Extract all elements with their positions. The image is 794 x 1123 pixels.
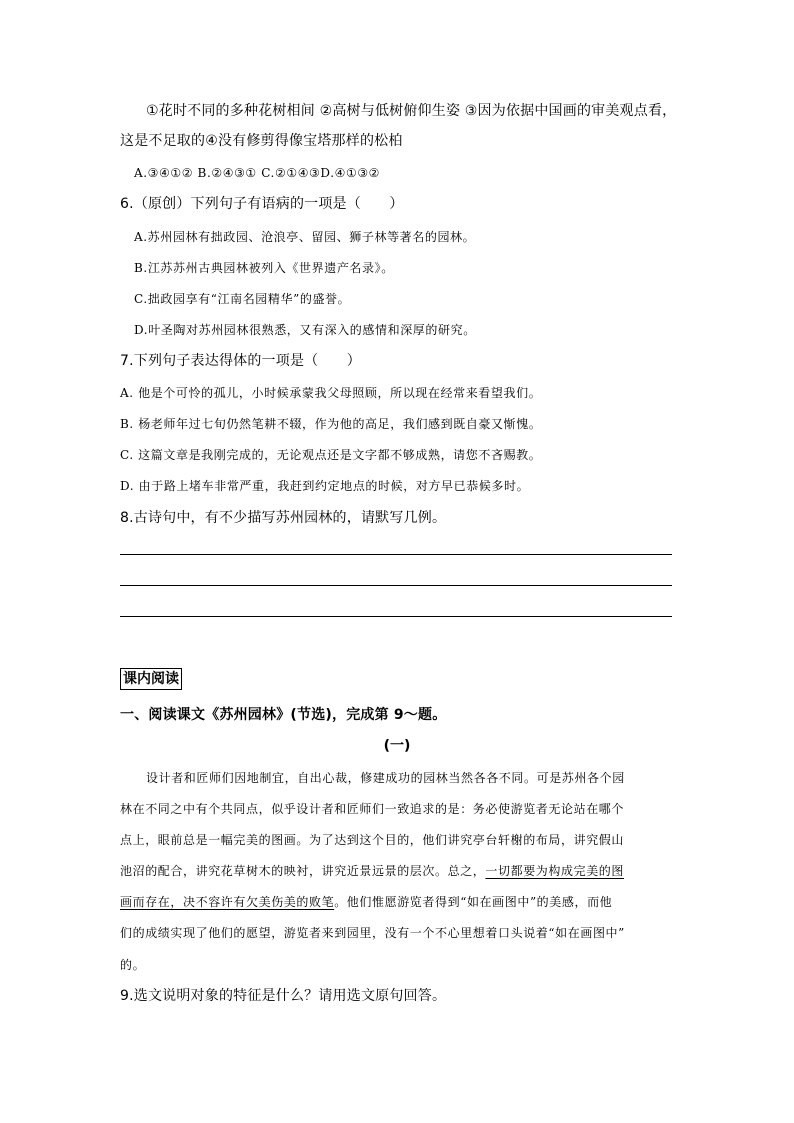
passage-part-title: (一) [383, 738, 411, 754]
q7-option-d: D. 由于路上堵车非常严重，我赶到约定地点的时候，对方早已恭候多时。 [120, 479, 530, 493]
q8-stem: 8.古诗句中，有不少描写苏州园林的，请默写几例。 [120, 510, 447, 526]
q6-stem: 6.（原创）下列句子有语病的一项是（ ） [120, 196, 404, 212]
passage-line-4 [120, 860, 680, 882]
q6-option-b: B.江苏苏州古典园林被列入《世界遗产名录》。 [134, 261, 394, 275]
q6-option-d: D.叶圣陶对苏州园林很熟悉，又有深入的感情和深厚的研究。 [134, 323, 476, 337]
passage-line-1: 设计者和匠师们因地制宜，自出心裁，修建成功的园林当然各各不同。可是苏州各个园 [146, 771, 625, 785]
passage-line-2: 林在不同之中有个共同点，似乎设计者和匠师们一致追求的是：务必使游览者无论站在哪个 [120, 802, 625, 816]
passage-line-5-text: 。他们惟愿游览者得到“如在画图中”的美感，而他 [334, 895, 613, 909]
passage-line-6: 们的成绩实现了他们的愿望，游览者来到园里，没有一个不心里想着口头说着“如在画图中” [120, 926, 625, 940]
passage-line-5 [120, 891, 680, 913]
underlined-key-sentence-part-2: 画而存在，决不容许有欠美伤美的败笔 [120, 895, 335, 909]
q5-options-line-2: 这是不足取的④没有修剪得像宝塔那样的松柏 [120, 133, 403, 149]
answer-line-2 [120, 585, 672, 586]
q7-stem: 7.下列句子表达得体的一项是（ ） [120, 353, 361, 369]
q9-stem: 9.选文说明对象的特征是什么？请用选文原句回答。 [120, 988, 447, 1004]
q7-option-c: C. 这篇文章是我刚完成的，无论观点还是文字都不够成熟，请您不吝赐教。 [120, 448, 542, 462]
underlined-key-sentence-part-1: 一切都要为构成完美的图 [485, 864, 625, 878]
section-box-label: 课内阅读 [120, 668, 182, 690]
q7-option-b: B. 杨老师年过七旬仍然笔耕不辍，作为他的高足，我们感到既自豪又惭愧。 [120, 417, 542, 431]
answer-line-1 [120, 554, 672, 555]
passage-line-4-text: 池沼的配合，讲究花草树木的映衬，讲究近景远景的层次。总之， [120, 864, 486, 878]
passage-line-7: 的。 [120, 958, 146, 972]
q5-answer-choices: A.③④①② B.②④③① C.②①④③D.④①③② [134, 166, 381, 180]
q6-option-a: A.苏州园林有拙政园、沧浪亭、留园、狮子林等著名的园林。 [134, 230, 476, 244]
q6-option-c: C.拙政园享有“江南名园精华”的盛誉。 [134, 292, 351, 306]
passage-line-3: 点上，眼前总是一幅完美的图画。为了达到这个目的，他们讲究亭台轩榭的布局，讲究假山 [120, 833, 625, 847]
answer-line-3 [120, 616, 672, 617]
q5-options-line-1: ①花时不同的多种花树相间 ②高树与低树俯仰生姿 ③因为依据中国画的审美观点看， [146, 103, 677, 119]
section-heading: 一、阅读课文《苏州园林》(节选)，完成第 9～题。 [120, 707, 447, 723]
q7-option-a: A. 他是个可怜的孤儿，小时候承蒙我父母照顾，所以现在经常来看望我们。 [120, 386, 542, 400]
